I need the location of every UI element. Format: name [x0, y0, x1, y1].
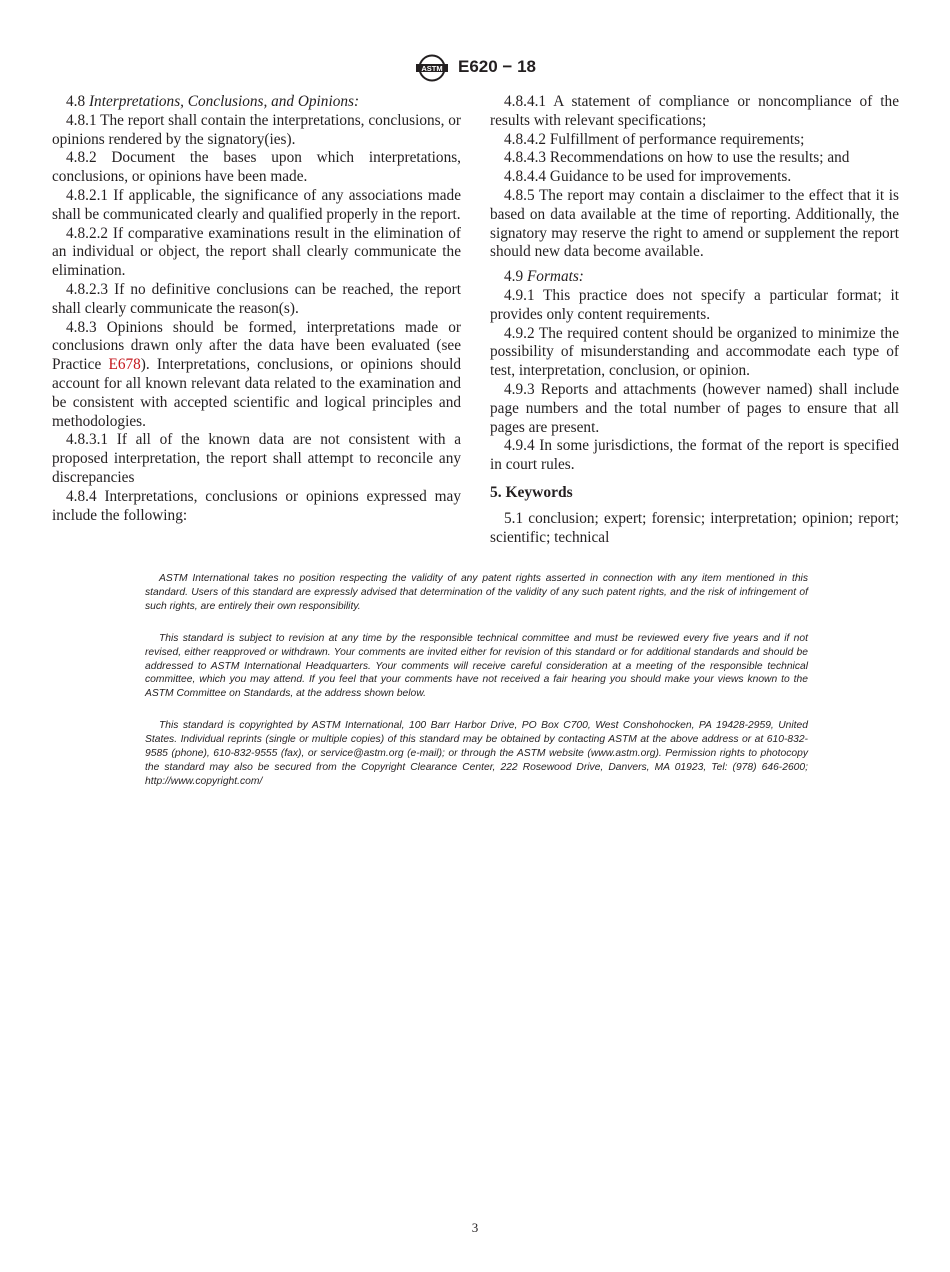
section-4-8-2-3: 4.8.2.3 If no definitive conclusions can be reached, the report shall clearly communicate the reason(s).	[52, 280, 461, 317]
section-4-8-4-3: 4.8.4.3 Recommendations on how to use the results; and	[504, 149, 850, 167]
section-4-9-3: 4.9.3 Reports and attachments (however named) shall include page numbers and the total number of pages to ensure that all pages are present.	[490, 380, 899, 436]
section-4-8-4-4: 4.8.4.4 Guidance to be used for improvements.	[504, 168, 792, 186]
section-4-8-2-2: 4.8.2.2 If comparative examinations result in the elimination of an individual or object, the report shall clearly communicate the elimination.	[52, 224, 461, 280]
section-4-8-5: 4.8.5 The report may contain a disclaimer to the effect that it is based on data available at the time of reporting. Additionally, the signatory may reserve the right to amend or supplement the report should new data become available.	[490, 186, 899, 261]
keywords-heading: 5. Keywords	[490, 483, 573, 501]
section-4-8-3-1: 4.8.3.1 If all of the known data are not consistent with a proposed interpretation, the report shall attempt to reconcile any discrepancies	[52, 431, 461, 486]
section-4-8-heading: 4.8 Interpretations, Conclusions, and Opinions:	[66, 93, 360, 110]
right-column	[490, 93, 899, 547]
section-4-8-4-1: 4.8.4.1 A statement of compliance or noncompliance of the results with relevant specifications;	[490, 93, 899, 129]
page-number: 3	[471, 1220, 479, 1235]
section-4-8-3: 4.8.3 Opinions should be formed, interpretations made or conclusions drawn only after the data have been evaluated (see Practice E678). Interpretations, conclusions, or opinions should account for all known relevant data related to the examination and be consistent with accepted scientific and logical principles and methodologies.	[52, 318, 461, 430]
section-5-1: 5.1 conclusion; expert; forensic; interpretation; opinion; report; scientific; technical	[490, 509, 899, 546]
standard-designation: E620 − 18	[458, 57, 536, 76]
patent-notice: ASTM International takes no position respecting the validity of any patent rights asserted in connection with any item mentioned in this standard. Users of this standard are expressly advised that determination of the validity of any such patent rights, and the risk of infringement of such rights, are entirely their own responsibility.	[145, 573, 808, 612]
section-4-9-2: 4.9.2 The required content should be organized to minimize the possibility of misunderstanding and accommodate each type of test, interpretation, conclusion, or opinion.	[490, 324, 899, 380]
svg-text:ASTM: ASTM	[421, 63, 443, 73]
section-4-8-4: 4.8.4 Interpretations, conclusions or opinions expressed may include the following:	[52, 487, 461, 524]
section-4-9-heading: 4.9 Formats:	[504, 268, 584, 286]
section-4-8-1: 4.8.1 The report shall contain the interpretations, conclusions, or opinions rendered by the signatory(ies).	[52, 111, 461, 148]
revision-notice: This standard is subject to revision at any time by the responsible technical committee and must be reviewed every five years and if not revised, either reapproved or withdrawn. Your comments are invited either for revision of this standard or for additional standards and should be addressed to ASTM International Headquarters. Your comments will receive careful consideration at a meeting of the responsible technical committee, which you may attend. If you feel that your comments have not received a fair hearing you should make your views known to the ASTM Committee on Standards, at the address shown below.	[145, 632, 808, 700]
e678-link[interactable]: E678	[108, 356, 141, 374]
section-4-8-4-2: 4.8.4.2 Fulfillment of performance requirements;	[504, 130, 805, 148]
left-column	[52, 93, 461, 525]
copyright-notice: This standard is copyrighted by ASTM International, 100 Barr Harbor Drive, PO Box C700, West Conshohocken, PA 19428-2959, United States. Individual reprints (single or multiple copies) of this standard may be obtained by contacting ASTM at the above address or at 610-832-9585 (phone), 610-832-9555 (fax), or service@astm.org (e-mail); or through the ASTM website (www.astm.org). Permission rights to photocopy the standard may also be secured from the Copyright Clearance Center, 222 Rosewood Drive, Danvers, MA 01923, Tel: (978) 646-2600; http://www.copyright.com/	[145, 720, 808, 787]
section-4-9-4: 4.9.4 In some jurisdictions, the format of the report is specified in court rules.	[490, 437, 899, 474]
legal-notices	[145, 572, 808, 807]
astm-logo-icon	[414, 54, 450, 82]
section-4-8-2: 4.8.2 Document the bases upon which interpretations, conclusions, or opinions have been made.	[52, 149, 461, 186]
section-4-8-2-1: 4.8.2.1 If applicable, the significance of any associations made shall be communicated clearly and qualified properly in the report.	[52, 186, 461, 223]
page-header	[0, 54, 950, 84]
section-4-9-1: 4.9.1 This practice does not specify a particular format; it provides only content requirements.	[490, 286, 899, 323]
